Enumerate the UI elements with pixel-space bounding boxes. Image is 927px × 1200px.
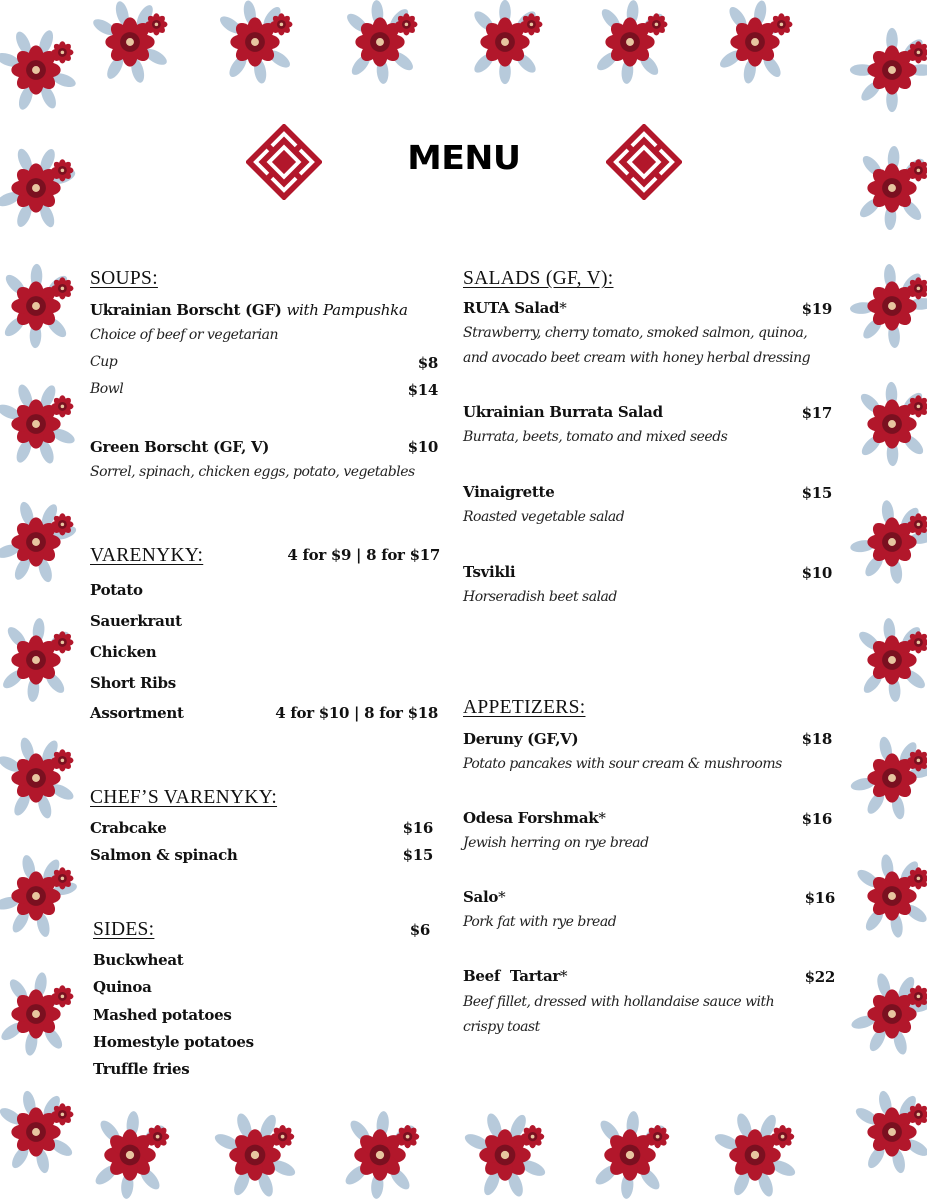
menu-item-desc: Jewish herring on rye bread <box>463 835 649 851</box>
cup-price: $8 <box>417 354 438 372</box>
side-item: Homestyle potatoes <box>93 1033 254 1051</box>
item-name: Salo <box>463 888 499 906</box>
flower-icon <box>907 395 927 417</box>
flower-icon <box>867 45 916 94</box>
flower-icon <box>51 631 73 653</box>
menu-item-price: $15 <box>801 484 832 502</box>
flower-icon <box>11 45 60 94</box>
flower-icon <box>11 517 60 566</box>
menu-item-desc: Potato pancakes with sour cream & mushrooms <box>463 756 782 772</box>
bowl-price: $14 <box>407 381 438 399</box>
item-name: Beef Tartar <box>463 967 560 985</box>
menu-item-name <box>90 301 408 319</box>
flower-icon <box>51 749 73 771</box>
assortment-price: 4 for $10 | 8 for $18 <box>275 704 438 722</box>
sides-heading: SIDES: <box>93 919 155 940</box>
flower-icon <box>867 281 916 330</box>
item-star: * <box>598 809 606 827</box>
menu-item-desc: Burrata, beets, tomato and mixed seeds <box>463 429 728 445</box>
flower-icon <box>354 1129 406 1181</box>
menu-item-name: Ukrainian Burrata Salad <box>463 403 663 421</box>
floral-border-top <box>0 0 927 90</box>
varenyky-item: Potato <box>90 581 143 599</box>
varenyky-item: Chicken <box>90 643 157 661</box>
flower-icon <box>395 13 417 35</box>
flower-icon <box>51 395 73 417</box>
flower-icon <box>51 1103 73 1125</box>
menu-item-name <box>463 888 505 906</box>
side-item: Buckwheat <box>93 951 184 969</box>
item-star: * <box>559 299 567 317</box>
menu-item-price: $22 <box>804 968 835 986</box>
menu-item-price: $10 <box>801 564 832 582</box>
floral-border-right <box>842 0 927 1200</box>
menu-item-name: Green Borscht (GF, V) <box>90 438 270 456</box>
flower-icon <box>145 13 167 35</box>
menu-item-desc: and avocado beet cream with honey herbal dressing <box>463 350 811 366</box>
menu-item-name: Tsvikli <box>463 563 516 581</box>
flower-icon <box>480 17 529 66</box>
flower-icon <box>867 399 916 448</box>
varenyky-item: Short Ribs <box>90 674 176 692</box>
menu-item-price: $16 <box>801 810 832 828</box>
menu-item-desc: Pork fat with rye bread <box>463 914 617 930</box>
menu-item-name: Crabcake <box>90 819 167 837</box>
cup-label: Cup <box>90 354 118 370</box>
menu-item-desc: crispy toast <box>463 1019 540 1035</box>
menu-item-price: $10 <box>407 438 438 456</box>
flower-icon <box>907 631 927 653</box>
varenyky-item: Assortment <box>90 704 184 722</box>
flower-icon <box>270 13 292 35</box>
salads-heading: SALADS (GF, V): <box>463 268 614 289</box>
flower-icon <box>520 13 542 35</box>
flower-icon <box>11 753 60 802</box>
flower-icon <box>51 513 73 535</box>
menu-item-desc: Strawberry, cherry tomato, smoked salmon, quinoa, <box>463 325 808 341</box>
flower-icon <box>11 1107 60 1156</box>
flower-icon <box>907 41 927 63</box>
flower-icon <box>646 1125 669 1148</box>
flower-icon <box>105 17 154 66</box>
flower-icon <box>51 41 73 63</box>
appetizers-heading: APPETIZERS: <box>463 697 586 718</box>
flower-icon <box>229 1129 281 1181</box>
chefs-varenyky-heading: CHEF’S VARENYKY: <box>90 787 278 808</box>
soups-heading: SOUPS: <box>90 268 158 289</box>
menu-item-name: Vinaigrette <box>463 483 555 501</box>
item-star: * <box>498 888 506 906</box>
flower-icon <box>11 989 60 1038</box>
sides-price: $6 <box>409 921 430 939</box>
menu-item-name: Salmon & spinach <box>90 846 238 864</box>
borscht-name: Ukrainian Borscht (GF) <box>90 301 282 319</box>
side-item: Truffle fries <box>93 1060 190 1078</box>
menu-item-price: $16 <box>402 819 433 837</box>
item-name: RUTA Salad <box>463 299 560 317</box>
flower-icon <box>729 1129 781 1181</box>
flower-icon <box>104 1129 156 1181</box>
menu-item-desc: Beef fillet, dressed with hollandaise sauce with <box>463 994 775 1010</box>
item-name: Odesa Forshmak <box>463 809 599 827</box>
floral-border-bottom <box>0 1105 927 1200</box>
menu-item-price: $16 <box>804 889 835 907</box>
flower-icon <box>867 635 916 684</box>
flower-icon <box>867 989 916 1038</box>
flower-icon <box>51 277 73 299</box>
flower-icon <box>51 867 73 889</box>
menu-item-desc: Sorrel, spinach, chicken eggs, potato, vegetables <box>90 464 415 480</box>
flower-icon <box>230 17 279 66</box>
floral-border-left <box>0 0 85 1200</box>
flower-icon <box>907 1103 927 1125</box>
flower-icon <box>51 985 73 1007</box>
flower-icon <box>771 1125 794 1148</box>
flower-icon <box>867 871 916 920</box>
menu-title: MENU <box>406 138 521 177</box>
flower-icon <box>11 871 60 920</box>
flower-icon <box>867 753 916 802</box>
flower-icon <box>907 749 927 771</box>
flower-icon <box>521 1125 544 1148</box>
flower-icon <box>867 517 916 566</box>
varenyky-item: Sauerkraut <box>90 612 182 630</box>
flower-icon <box>11 399 60 448</box>
menu-item-name <box>463 299 566 317</box>
flower-icon <box>479 1129 531 1181</box>
flower-icon <box>867 1107 916 1156</box>
flower-icon <box>355 17 404 66</box>
menu-item-desc: Choice of beef or vegetarian <box>90 327 278 343</box>
ornament-knot-icon <box>606 124 682 200</box>
flower-icon <box>770 13 792 35</box>
item-star: * <box>559 967 568 985</box>
borscht-with: with Pampushka <box>286 301 408 319</box>
flower-icon <box>271 1125 294 1148</box>
menu-item-name <box>463 967 567 985</box>
flower-icon <box>11 281 60 330</box>
menu-item-price: $19 <box>801 300 832 318</box>
flower-icon <box>907 985 927 1007</box>
bowl-label: Bowl <box>90 381 124 397</box>
flower-icon <box>907 513 927 535</box>
flower-icon <box>907 867 927 889</box>
flower-icon <box>146 1125 169 1148</box>
flower-icon <box>907 277 927 299</box>
flower-icon <box>605 17 654 66</box>
varenyky-price: 4 for $9 | 8 for $17 <box>287 546 440 564</box>
side-item: Mashed potatoes <box>93 1006 232 1024</box>
flower-icon <box>396 1125 419 1148</box>
menu-item-desc: Roasted vegetable salad <box>463 509 625 525</box>
menu-item-price: $17 <box>801 404 832 422</box>
menu-item-price: $15 <box>402 846 433 864</box>
menu-item-price: $18 <box>801 730 832 748</box>
menu-item-name <box>463 809 606 827</box>
flower-icon <box>11 635 60 684</box>
menu-item-desc: Horseradish beet salad <box>463 589 617 605</box>
menu-item-name: Deruny (GF,V) <box>463 730 579 748</box>
side-item: Quinoa <box>93 978 152 996</box>
flower-icon <box>604 1129 656 1181</box>
varenyky-heading: VARENYKY: <box>90 545 204 566</box>
flower-icon <box>730 17 779 66</box>
flower-icon <box>645 13 667 35</box>
